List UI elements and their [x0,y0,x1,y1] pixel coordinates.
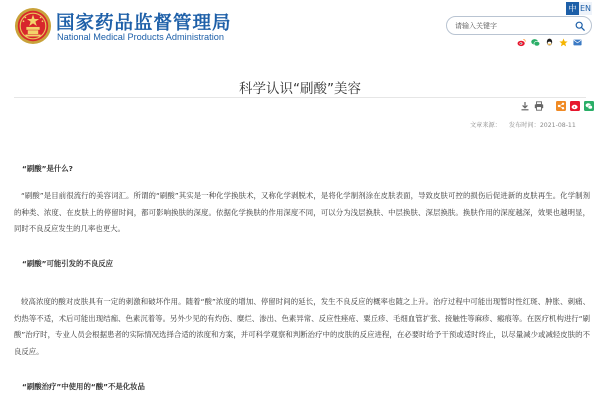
qzone-icon[interactable] [559,38,568,47]
section-paragraph-2: 较高浓度的酸对皮肤具有一定的刺激和破坏作用。随着“酸”浓度的增加、停留时间的延长，发生不良反应的概率也随之上升。治疗过程中可能出现暂时性红斑、肿胀、刺痛、灼热等不适，术后可能出现结痂、色素沉着等。另外少见的有灼伤、糜烂、渗出、色素异常、反应性痤疮、粟丘疹、毛细血管扩张、接触性等麻疹、瘢痕等。在医疗机构进行“刷酸”治疗时，专业人员会根据患者的实际情况选择合适的浓度和方案，并可科学观察和判断治疗中的皮肤的反应进程，在必要时给予干预或适时终止，以尽量减少或减轻皮肤的不良反应。 [14,297,590,356]
search-icon[interactable] [575,21,585,31]
search-input[interactable] [455,18,573,33]
national-emblem-logo[interactable] [14,7,52,45]
header-share-row [517,38,582,47]
section-heading-2: “刷酸”可能引发的不良反应 [22,259,114,268]
article-date: 发布时间：2021-08-11 [508,122,576,129]
share-icon[interactable] [556,101,566,111]
lang-tab-english[interactable]: EN [579,4,592,13]
language-switcher [566,2,592,15]
wechat-icon[interactable] [531,38,540,47]
mail-icon[interactable] [573,38,582,47]
article-meta [470,120,576,129]
download-icon[interactable] [520,101,530,111]
qq-icon[interactable] [545,38,554,47]
site-title-english: National Medical Products Administration [57,32,224,42]
section-heading-1: “刷酸”是什么? [22,164,73,173]
lang-tab-chinese[interactable]: 中 [566,2,579,15]
wechat-share-icon[interactable] [584,101,594,111]
search-bar [446,16,592,35]
section-paragraph-1: “刷酸”是目前很流行的美容词汇。所谓的“刷酸”其实是一种化学换肤术，又称化学剥脱术，是将化学制剂涂在皮肤表面，导致皮肤可控的损伤后促进新的皮肤再生。化学制剂的种类、浓度、在皮肤上的停留时间，都可影响换肤的深度。依据化学换肤的作用深度不同，可以分为浅层换肤、中层换肤、深层换肤。换肤作用的深度越深，效果也越明显，同时不良反应发生的几率也更大。 [14,191,590,233]
article-title: 科学认识“刷酸”美容 [239,81,361,97]
article-toolbar [520,100,594,111]
article-source: 文章来源： [470,122,501,129]
site-title[interactable]: 国家药品监督管理局 [56,13,232,34]
title-divider [14,97,586,98]
section-heading-3: “刷酸治疗”中使用的“酸”不是化妆品 [22,382,145,391]
weibo-share-icon[interactable] [570,101,580,111]
print-icon[interactable] [534,101,544,111]
weibo-icon[interactable] [517,38,526,47]
site-header [0,0,600,58]
